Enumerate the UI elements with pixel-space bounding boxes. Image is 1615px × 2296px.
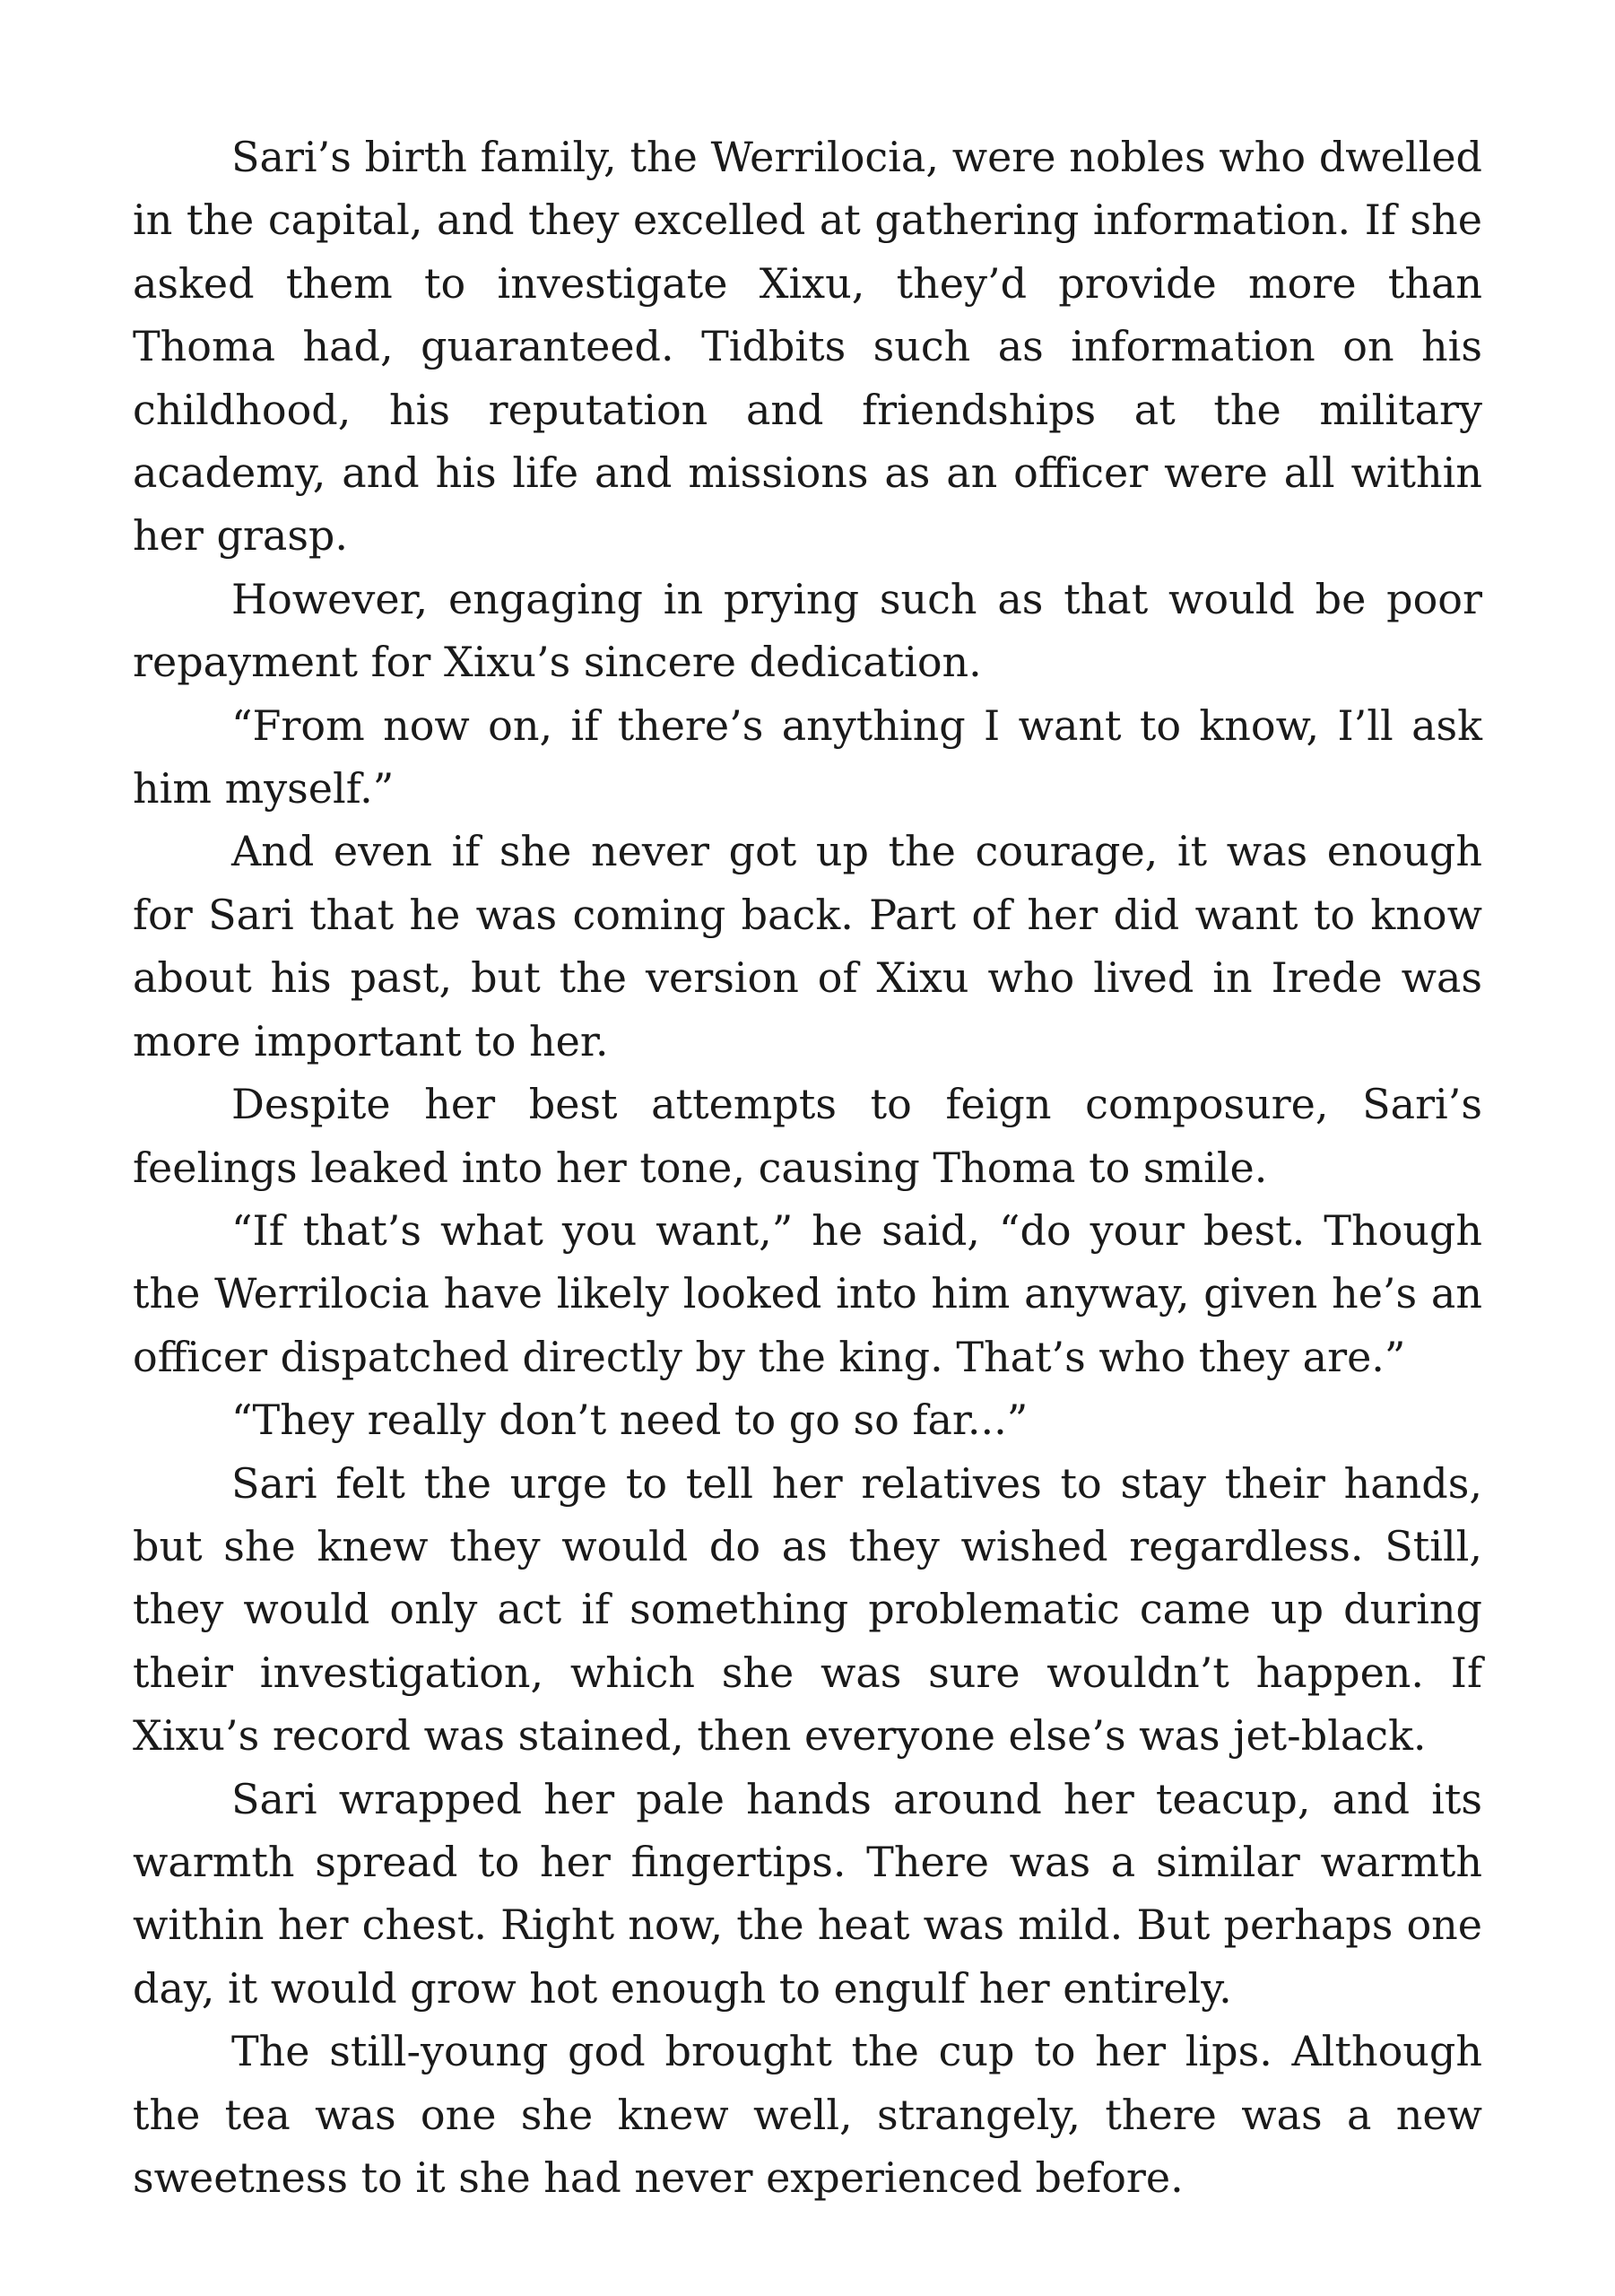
paragraph: Sari felt the urge to tell her relatives to stay their hands, but she knew they would do as they wished regardless. Still, they would only act if something problematic came up during their investigation, which she was sure wouldn’t happen. If Xixu’s record was stained, then everyone else’s was jet-black. [133, 1458, 1482, 1761]
page-body [133, 126, 1482, 2209]
paragraph: “From now on, if there’s anything I want to know, I’ll ask him myself.” [133, 700, 1482, 813]
paragraph: The still-young god brought the cup to her lips. Although the tea was one she knew well, strangely, there was a new sweetness to it she had never experienced before. [133, 2027, 1482, 2202]
paragraph: “If that’s what you want,” he said, “do your best. Though the Werrilocia have likely looked into him anyway, given he’s an officer dispatched directly by the king. That’s who they are.” [133, 1205, 1482, 1381]
paragraph: Sari wrapped her pale hands around her teacup, and its warmth spread to her fingertips. There was a similar warmth within her chest. Right now, the heat was mild. But perhaps one day, it would grow hot enough to engulf her entirely. [133, 1774, 1482, 2013]
paragraph: However, engaging in prying such as that would be poor repayment for Xixu’s sincere dedication. [133, 574, 1482, 687]
paragraph: Despite her best attempts to feign composure, Sari’s feelings leaked into her tone, causing Thoma to smile. [133, 1080, 1482, 1192]
paragraph: And even if she never got up the courage, it was enough for Sari that he was coming back. Part of her did want to know about his past, but the version of Xixu who lived in Irede was more important to her. [133, 827, 1482, 1065]
paragraph: Sari’s birth family, the Werrilocia, were nobles who dwelled in the capital, and they excelled at gathering information. If she asked them to investigate Xixu, they’d provide more than Thoma had, guaranteed. Tidbits such as information on his childhood, his reputation and friendships at the military academy, and his life and missions as an officer were all within her grasp. [133, 133, 1482, 561]
paragraph: “They really don’t need to go so far...” [231, 1396, 1029, 1445]
